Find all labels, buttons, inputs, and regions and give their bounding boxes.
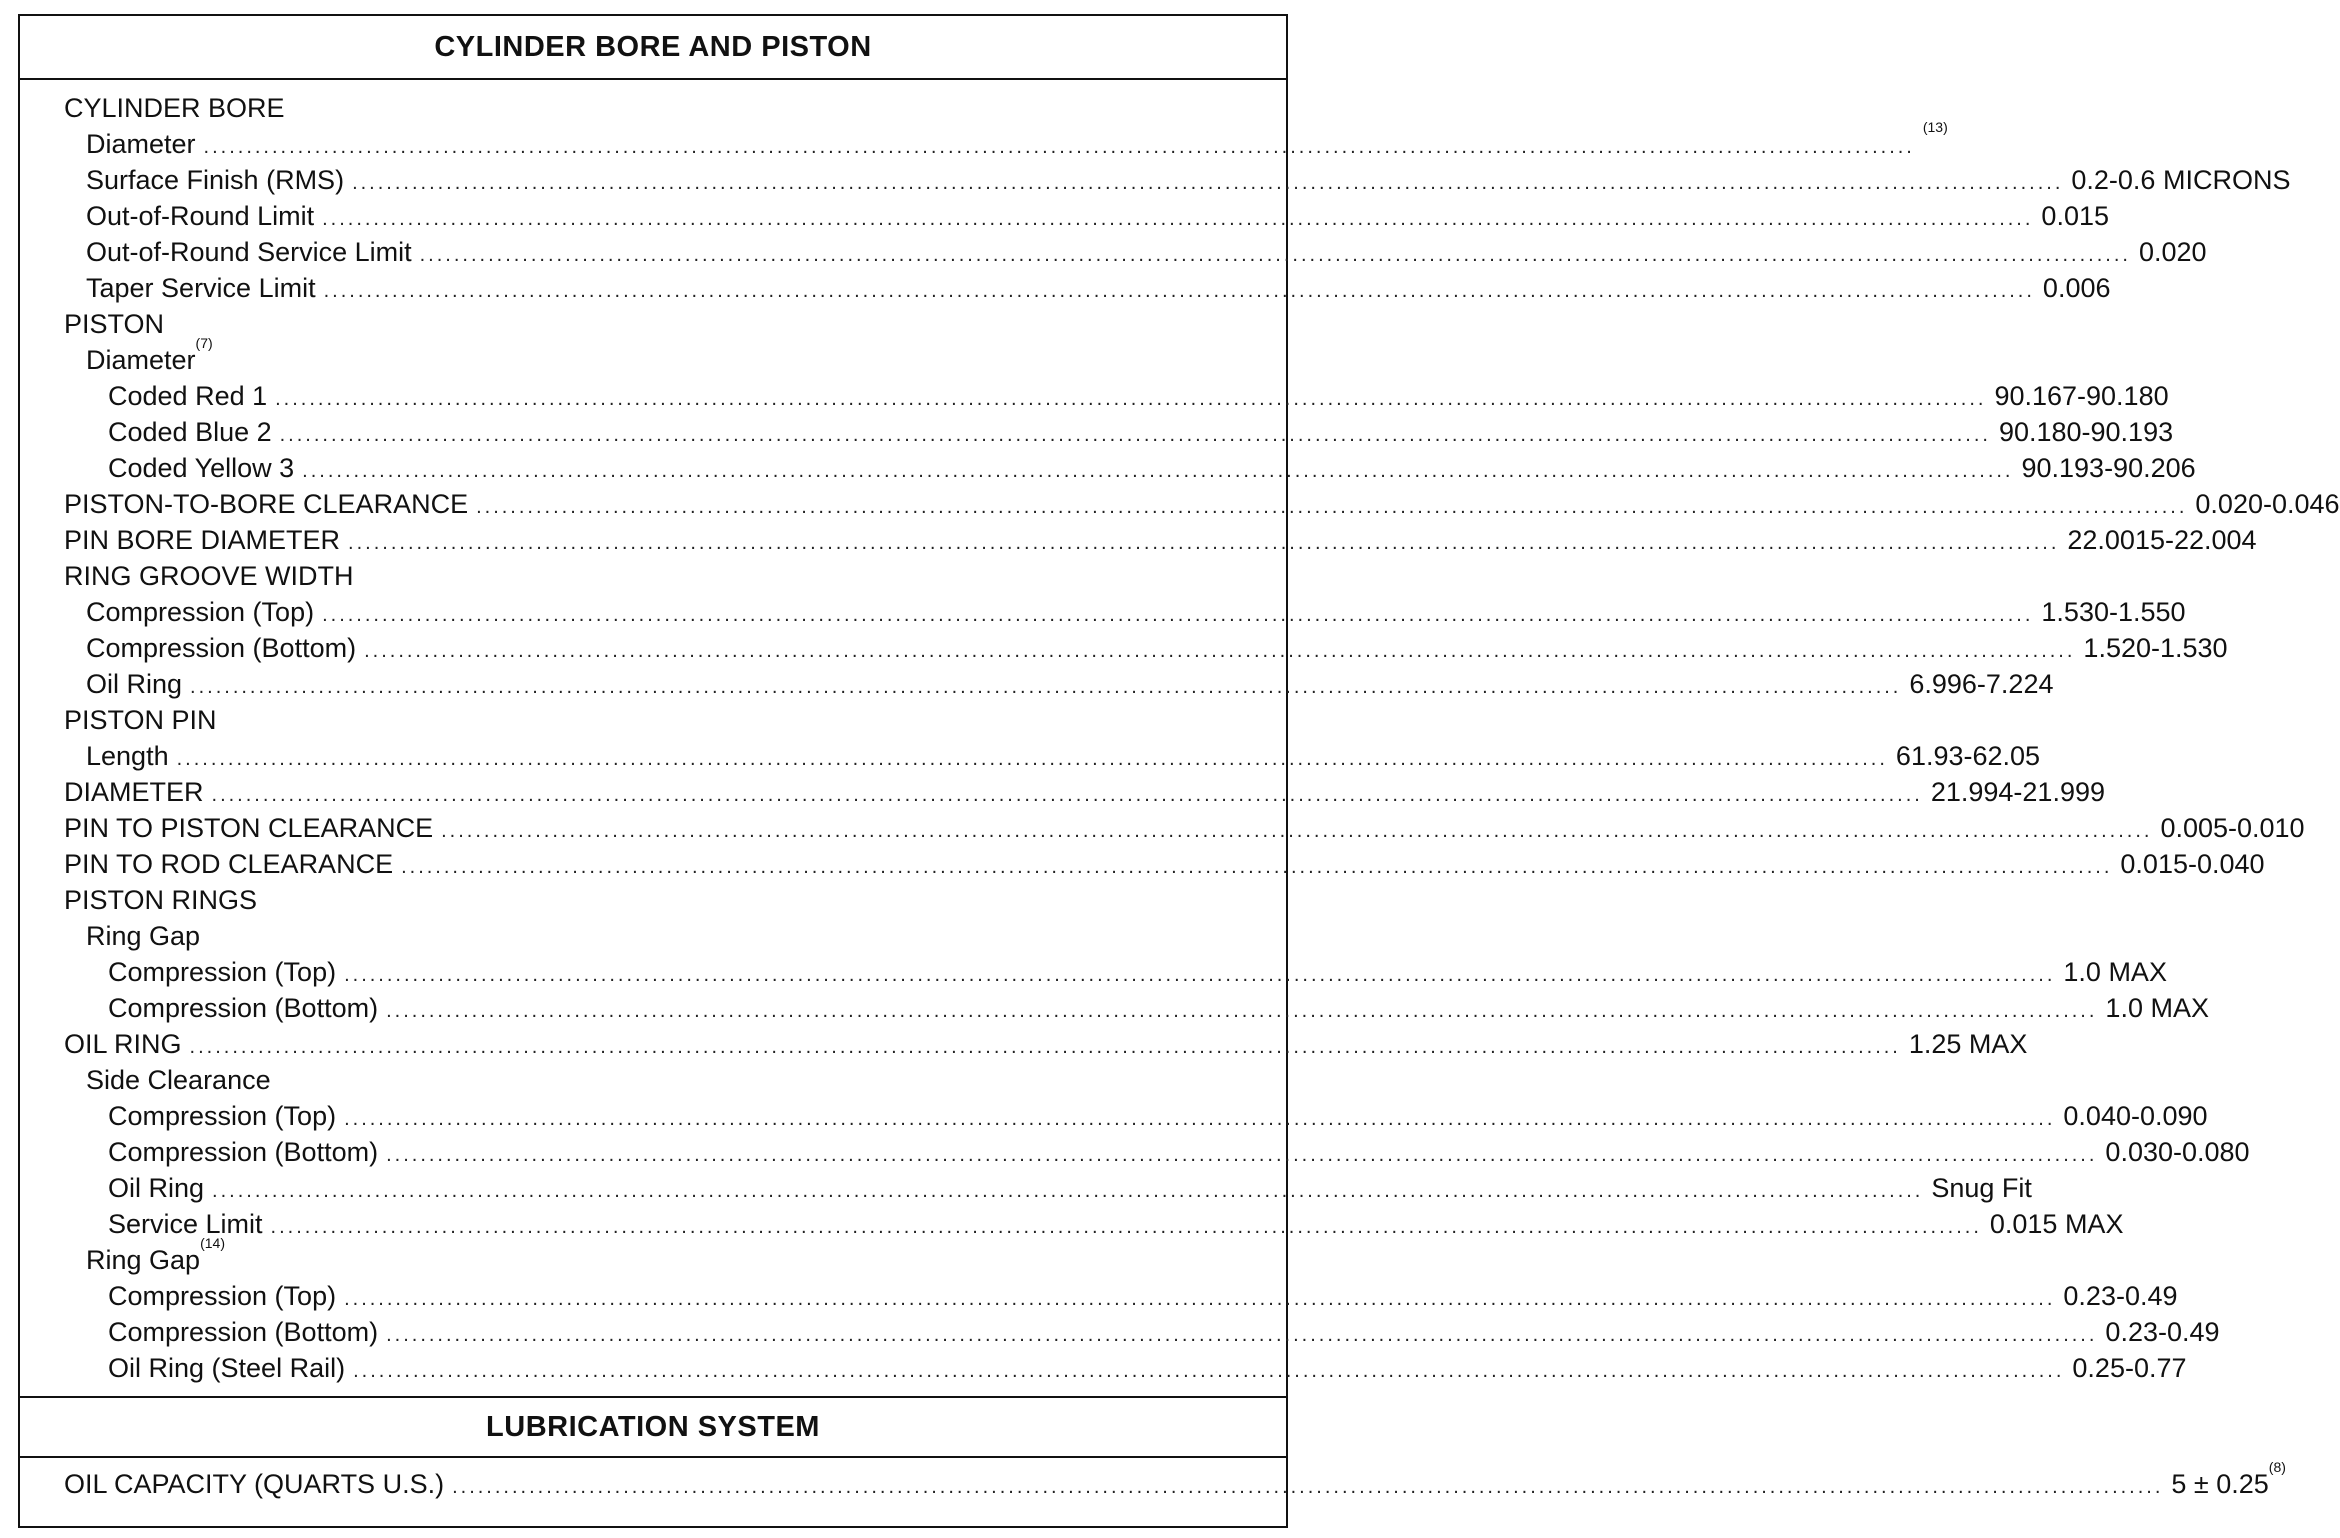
spec-label xyxy=(86,1062,271,1098)
spec-row xyxy=(64,558,1246,594)
spec-row xyxy=(64,414,2174,450)
footnote-marker: (14) xyxy=(200,1235,225,1251)
leader-dots: ........................................................................................................................................................................................................ xyxy=(212,1180,1924,1202)
spec-label-text: PISTON PIN xyxy=(64,705,217,735)
spec-label-text: Compression (Bottom) xyxy=(108,1137,379,1167)
spec-label xyxy=(64,306,164,342)
section-title-cylinder: CYLINDER BORE AND PISTON xyxy=(20,16,1286,80)
spec-label-text: CYLINDER BORE xyxy=(64,93,285,123)
spec-value xyxy=(1931,774,2105,810)
spec-row xyxy=(64,335,1246,378)
spec-label xyxy=(64,90,285,126)
spec-label-text: Side Clearance xyxy=(86,1065,271,1095)
spec-value xyxy=(1990,1206,2124,1242)
spec-row xyxy=(64,486,2340,522)
spec-label xyxy=(108,378,267,414)
spec-value xyxy=(2105,1314,2219,1350)
spec-row xyxy=(64,918,1246,954)
leader-dots: ........................................................................................................................................................................................................ xyxy=(270,1216,1982,1238)
leader-dots: ........................................................................................................................................................................................................ xyxy=(322,604,2034,626)
spec-label-text: Diameter xyxy=(86,345,196,375)
leader-dots: ........................................................................................................................................................................................................ xyxy=(323,280,2035,302)
spec-label-text: Taper Service Limit xyxy=(86,273,316,303)
spec-label-text: Coded Yellow 3 xyxy=(108,453,295,483)
spec-label-text: Surface Finish (RMS) xyxy=(86,165,345,195)
spec-label xyxy=(108,1350,345,1386)
spec-label-text: OIL RING xyxy=(64,1029,182,1059)
spec-label xyxy=(86,666,182,702)
spec-value xyxy=(2105,1134,2249,1170)
spec-value xyxy=(1922,119,1948,162)
spec-value-text: 0.006 xyxy=(2042,273,2111,303)
spec-value xyxy=(2063,1098,2207,1134)
spec-label xyxy=(64,522,340,558)
spec-label-text: Compression (Bottom) xyxy=(108,993,379,1023)
leader-dots: ........................................................................................................................................................................................................ xyxy=(386,1144,2098,1166)
leader-dots: ........................................................................................................................................................................................................ xyxy=(441,820,2153,842)
spec-label-text: PISTON RINGS xyxy=(64,885,258,915)
leader-dots: ........................................................................................................................................................................................................ xyxy=(344,1108,2056,1130)
spec-label xyxy=(108,450,294,486)
spec-value-text: 0.015 MAX xyxy=(1989,1209,2124,1239)
leader-dots: ........................................................................................................................................................................................................ xyxy=(279,424,1991,446)
footnote-marker: (13) xyxy=(1922,119,1948,135)
spec-row xyxy=(64,666,2054,702)
spec-row xyxy=(64,990,2209,1026)
spec-value xyxy=(2041,198,2109,234)
section-title-lubrication: LUBRICATION SYSTEM xyxy=(20,1398,1286,1458)
spec-value-text: 1.0 MAX xyxy=(2063,957,2167,987)
leader-dots: ........................................................................................................................................................................................................ xyxy=(344,1288,2056,1310)
leader-dots: ........................................................................................................................................................................................................ xyxy=(386,1000,2098,1022)
spec-label xyxy=(108,414,272,450)
spec-label xyxy=(64,702,217,738)
spec-label xyxy=(86,918,200,954)
spec-label xyxy=(86,594,314,630)
spec-value xyxy=(1909,666,2053,702)
spec-label-text: Coded Red 1 xyxy=(108,381,268,411)
leader-dots: ........................................................................................................................................................................................................ xyxy=(353,1360,2065,1382)
leader-dots: ........................................................................................................................................................................................................ xyxy=(176,748,1888,770)
spec-row xyxy=(64,162,2291,198)
spec-value-text: 1.0 MAX xyxy=(2105,993,2209,1023)
spec-value-text: Snug Fit xyxy=(1931,1173,2032,1203)
spec-label-text: OIL CAPACITY (QUARTS U.S.) xyxy=(64,1469,445,1499)
spec-row xyxy=(64,774,2105,810)
spec-label xyxy=(86,234,412,270)
spec-label-text: PISTON-TO-BORE CLEARANCE xyxy=(64,489,469,519)
spec-label-text: Compression (Top) xyxy=(108,957,337,987)
spec-label xyxy=(86,630,356,666)
spec-value xyxy=(2083,630,2227,666)
spec-label xyxy=(86,270,316,306)
spec-label-text: Oil Ring xyxy=(108,1173,205,1203)
spec-value xyxy=(2071,162,2290,198)
footnote-marker: (8) xyxy=(2268,1459,2286,1475)
spec-label-text: Out-of-Round Service Limit xyxy=(86,237,412,267)
spec-value xyxy=(1999,414,2173,450)
spec-row xyxy=(64,810,2305,846)
leader-dots: ........................................................................................................................................................................................................ xyxy=(476,496,2188,518)
spec-label xyxy=(108,954,336,990)
spec-row xyxy=(64,1278,2178,1314)
leader-dots: ........................................................................................................................................................................................................ xyxy=(203,136,1915,158)
spec-label xyxy=(86,198,314,234)
spec-value-text: 61.93-62.05 xyxy=(1895,741,2041,771)
spec-value xyxy=(2120,846,2264,882)
spec-label-text: Compression (Bottom) xyxy=(108,1317,379,1347)
spec-row xyxy=(64,306,1246,342)
spec-label xyxy=(108,1314,378,1350)
leader-dots: ........................................................................................................................................................................................................ xyxy=(452,1476,2164,1498)
spec-row xyxy=(64,882,1246,918)
spec-value xyxy=(2105,990,2209,1026)
spec-label xyxy=(86,126,196,162)
spec-value-text: 0.030-0.080 xyxy=(2105,1137,2250,1167)
spec-value-text: 1.25 MAX xyxy=(1908,1029,2028,1059)
spec-label-text: Oil Ring xyxy=(86,669,183,699)
spec-value-text: 0.25-0.77 xyxy=(2072,1353,2187,1383)
spec-label xyxy=(108,1278,336,1314)
spec-value xyxy=(2063,954,2167,990)
spec-value xyxy=(2139,234,2207,270)
spec-value xyxy=(2171,1459,2286,1502)
spec-value xyxy=(2041,594,2185,630)
spec-value-text: 0.005-0.010 xyxy=(2160,813,2305,843)
spec-value-text: 0.015 xyxy=(2041,201,2109,231)
footnote-marker: (7) xyxy=(195,335,213,351)
spec-label-text: PISTON xyxy=(64,309,165,339)
leader-dots: ........................................................................................................................................................................................................ xyxy=(401,856,2113,878)
leader-dots: ........................................................................................................................................................................................................ xyxy=(275,388,1987,410)
spec-value xyxy=(2195,486,2339,522)
leader-dots: ........................................................................................................................................................................................................ xyxy=(189,1036,1901,1058)
spec-label xyxy=(64,882,257,918)
leader-dots: ........................................................................................................................................................................................................ xyxy=(364,640,2076,662)
spec-label-text: Service Limit xyxy=(108,1209,263,1239)
spec-value-text: 21.994-21.999 xyxy=(1930,777,2105,807)
spec-label-text: PIN BORE DIAMETER xyxy=(64,525,341,555)
spec-value xyxy=(1994,378,2168,414)
spec-label-text: Oil Ring (Steel Rail) xyxy=(108,1353,346,1383)
cylinder-spec-list xyxy=(20,80,2340,1386)
spec-label xyxy=(108,1170,204,1206)
spec-label-text: Length xyxy=(86,741,169,771)
spec-value xyxy=(2072,1350,2186,1386)
spec-value xyxy=(2021,450,2195,486)
spec-row xyxy=(64,119,1948,162)
spec-value-text: 90.167-90.180 xyxy=(1994,381,2169,411)
spec-row xyxy=(64,198,2109,234)
leader-dots: ........................................................................................................................................................................................................ xyxy=(302,460,2014,482)
spec-row xyxy=(64,846,2265,882)
spec-row xyxy=(64,954,2167,990)
spec-label-text: Diameter xyxy=(86,129,196,159)
spec-value-text: 0.2-0.6 MICRONS xyxy=(2071,165,2291,195)
spec-label xyxy=(108,990,378,1026)
spec-label xyxy=(64,810,433,846)
spec-value-text: 1.520-1.530 xyxy=(2083,633,2228,663)
spec-row xyxy=(64,1170,2032,1206)
spec-label xyxy=(108,1098,336,1134)
spec-row xyxy=(64,1206,2124,1242)
spec-value-text: 0.23-0.49 xyxy=(2063,1281,2178,1311)
spec-label-text: Ring Gap xyxy=(86,1245,201,1275)
spec-row xyxy=(64,702,1246,738)
spec-value xyxy=(2063,1278,2177,1314)
spec-value xyxy=(1896,738,2040,774)
spec-label xyxy=(64,846,393,882)
spec-label-text: DIAMETER xyxy=(64,777,204,807)
leader-dots: ........................................................................................................................................................................................................ xyxy=(344,964,2056,986)
spec-value-text: 90.193-90.206 xyxy=(2021,453,2196,483)
spec-row xyxy=(64,522,2257,558)
spec-value xyxy=(2043,270,2111,306)
spec-label xyxy=(64,1026,182,1062)
leader-dots: ........................................................................................................................................................................................................ xyxy=(322,208,2034,230)
spec-row xyxy=(64,594,2186,630)
spec-value-text: 0.040-0.090 xyxy=(2063,1101,2208,1131)
spec-row xyxy=(64,378,2169,414)
spec-value-text: 6.996-7.224 xyxy=(1909,669,2054,699)
spec-row xyxy=(64,1062,1246,1098)
spec-row xyxy=(64,1314,2220,1350)
spec-value-text: 5 ± 0.25 xyxy=(2171,1469,2269,1499)
spec-value xyxy=(2160,810,2304,846)
spec-row xyxy=(64,90,1246,126)
spec-label xyxy=(86,335,213,378)
spec-value-text: 0.23-0.49 xyxy=(2105,1317,2220,1347)
leader-dots: ........................................................................................................................................................................................................ xyxy=(190,676,1902,698)
spec-label-text: Compression (Top) xyxy=(108,1101,337,1131)
spec-value-text: 1.530-1.550 xyxy=(2041,597,2186,627)
spec-row xyxy=(64,450,2196,486)
spec-label-text: Coded Blue 2 xyxy=(108,417,272,447)
leader-dots: ........................................................................................................................................................................................................ xyxy=(211,784,1923,806)
spec-value xyxy=(1909,1026,2028,1062)
spec-row xyxy=(64,738,2041,774)
spec-label xyxy=(86,738,169,774)
spec-row xyxy=(64,630,2228,666)
spec-value-text: 0.015-0.040 xyxy=(2120,849,2265,879)
spec-label xyxy=(64,1466,444,1502)
spec-label-text: Out-of-Round Limit xyxy=(86,201,315,231)
leader-dots: ........................................................................................................................................................................................................ xyxy=(348,532,2060,554)
spec-value-text: 0.020-0.046 xyxy=(2195,489,2340,519)
spec-label xyxy=(108,1134,378,1170)
spec-label xyxy=(64,558,354,594)
spec-label xyxy=(86,162,344,198)
spec-label-text: Compression (Bottom) xyxy=(86,633,357,663)
spec-value-text: 90.180-90.193 xyxy=(1998,417,2174,447)
spec-value xyxy=(2067,522,2256,558)
spec-row xyxy=(64,1235,1246,1278)
spec-row xyxy=(64,1026,2028,1062)
leader-dots: ........................................................................................................................................................................................................ xyxy=(386,1324,2098,1346)
spec-label xyxy=(108,1206,263,1242)
spec-value xyxy=(1931,1170,2032,1206)
spec-label-text: PIN TO ROD CLEARANCE xyxy=(64,849,394,879)
spec-label-text: PIN TO PISTON CLEARANCE xyxy=(64,813,434,843)
spec-row xyxy=(64,1350,2187,1386)
spec-value-text: 0.020 xyxy=(2138,237,2207,267)
spec-value-text: 22.0015-22.004 xyxy=(2067,525,2257,555)
spec-label xyxy=(86,1235,225,1278)
spec-label-text: RING GROOVE WIDTH xyxy=(64,561,354,591)
leader-dots: ........................................................................................................................................................................................................ xyxy=(419,244,2131,266)
spec-row xyxy=(64,270,2111,306)
spec-label-text: Ring Gap xyxy=(86,921,201,951)
spec-label xyxy=(64,486,468,522)
spec-row xyxy=(64,1134,2250,1170)
spec-row xyxy=(64,1098,2208,1134)
spec-label xyxy=(64,774,204,810)
spec-row xyxy=(64,234,2207,270)
leader-dots: ........................................................................................................................................................................................................ xyxy=(352,172,2064,194)
spec-label-text: Compression (Top) xyxy=(86,597,315,627)
spec-label-text: Compression (Top) xyxy=(108,1281,337,1311)
